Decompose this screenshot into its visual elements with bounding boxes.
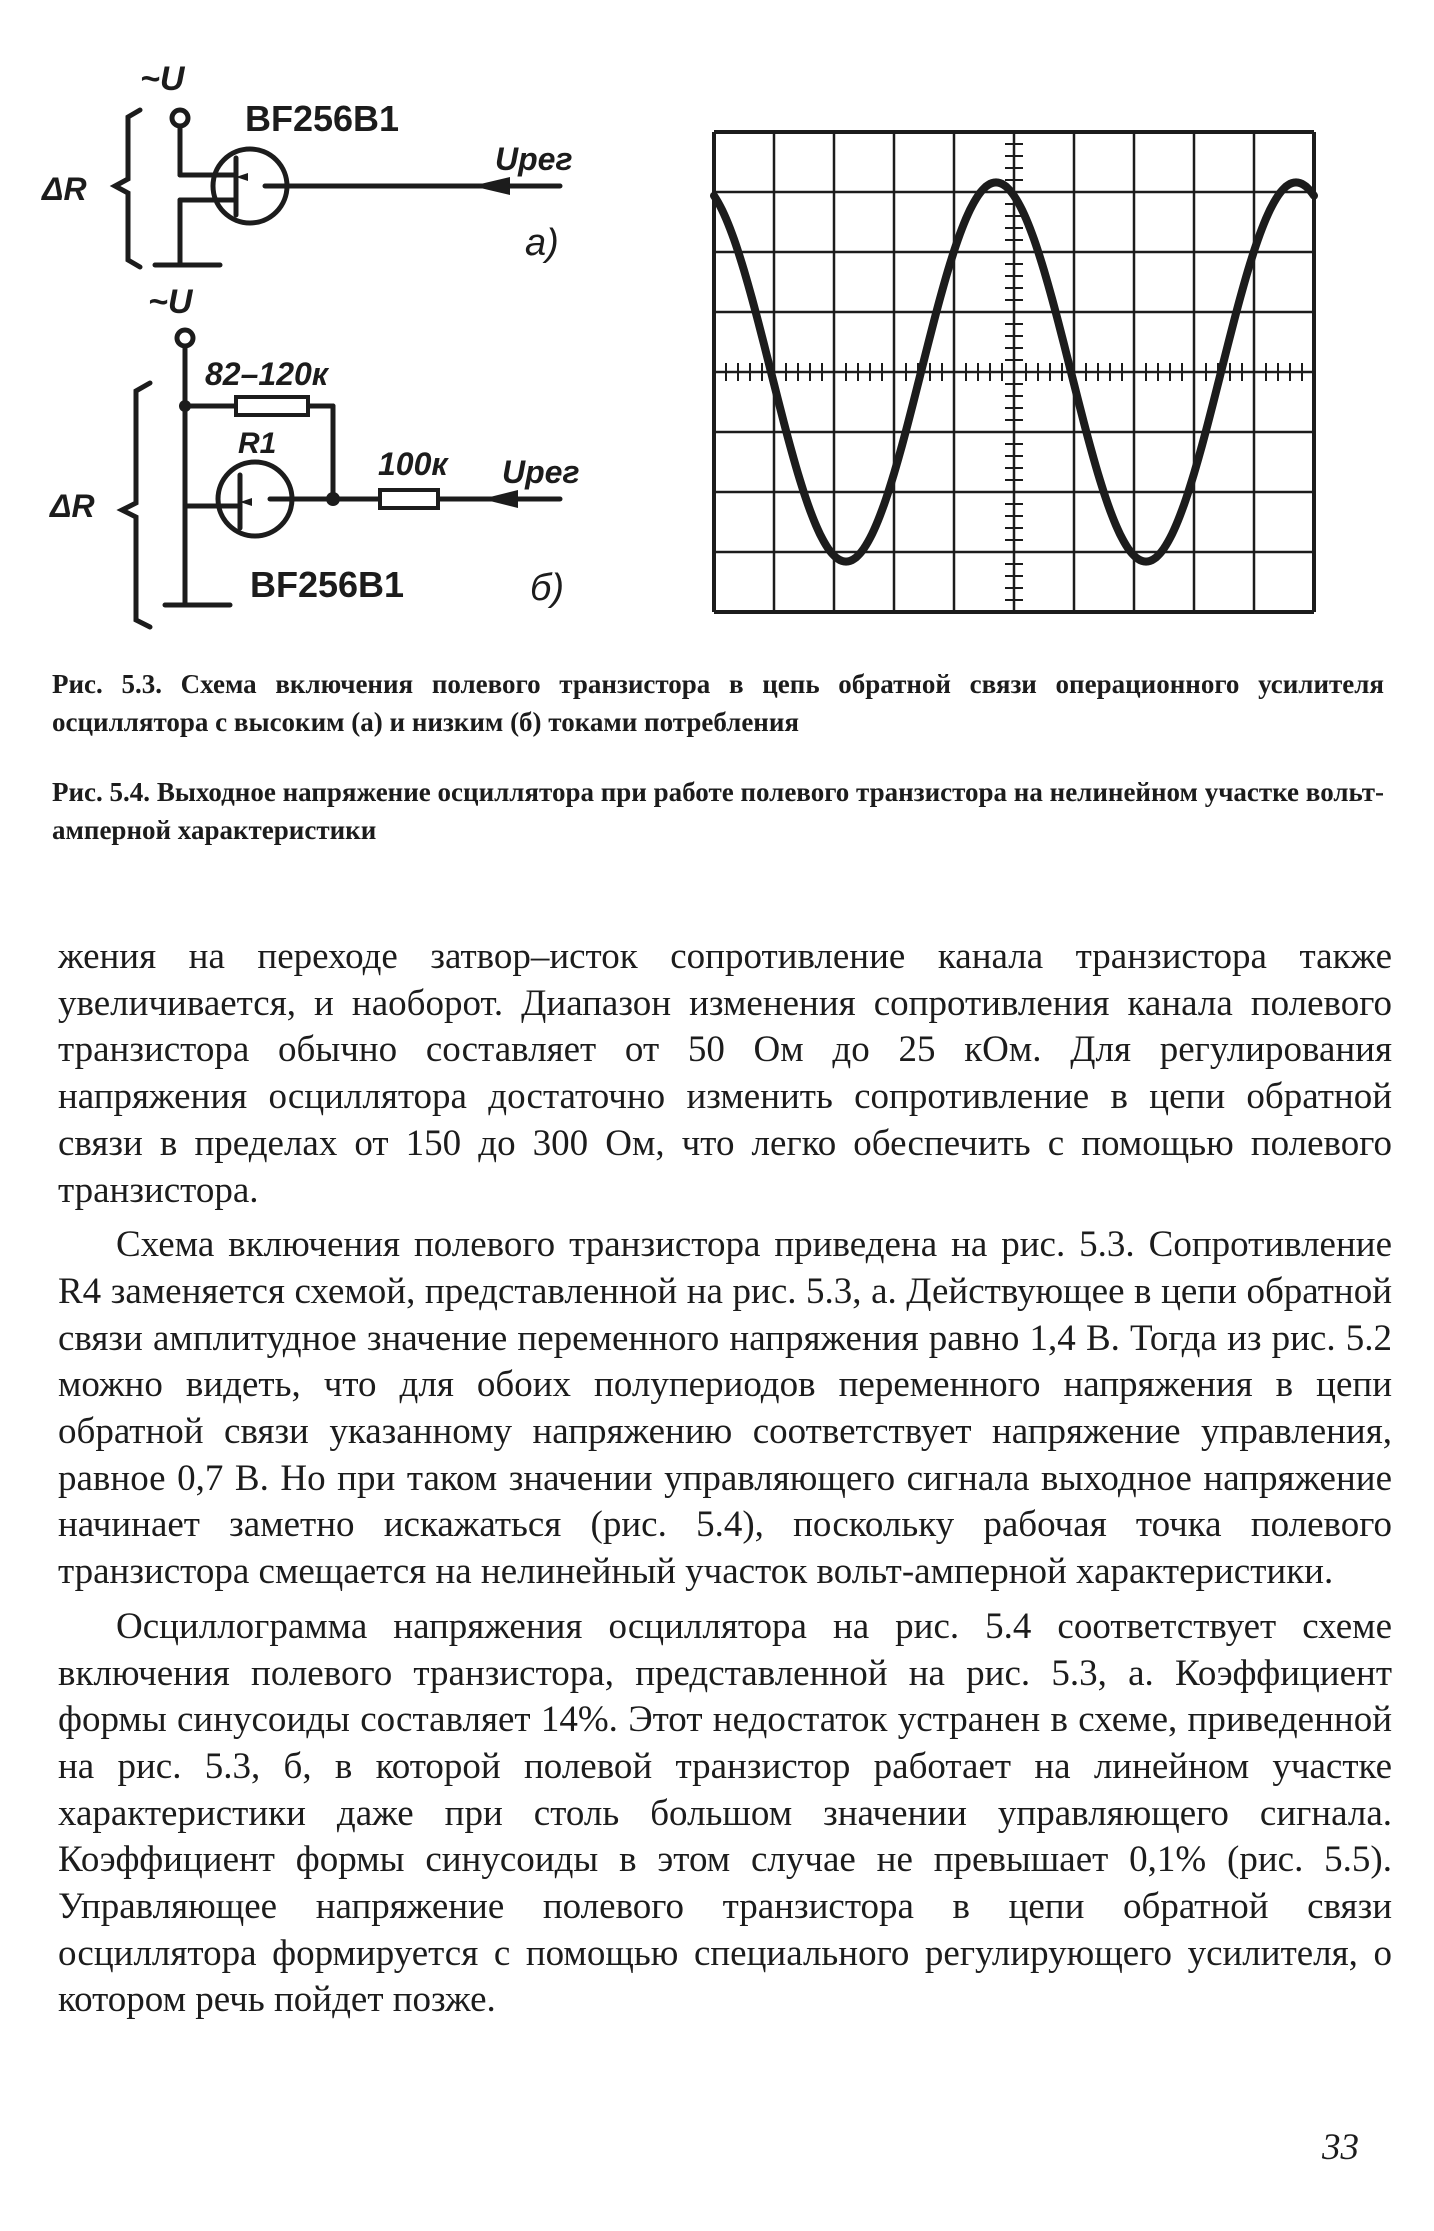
- transistor-label-a: BF256B1: [245, 98, 400, 139]
- control-voltage-label-a: Uрег: [495, 141, 573, 177]
- delta-r-label-a: ΔR: [42, 171, 87, 207]
- circuit-a-label: a): [525, 222, 559, 264]
- brace-a: [115, 110, 140, 267]
- control-voltage-label-b: Uрег: [502, 454, 580, 490]
- paragraph-3: Осциллограмма напряжения осциллятора на рис. 5.4 соответствует схеме включения полевого транзистора, представленной на рис. 5.3, а. Коэффициент формы синусоиды составляет 14%. Этот недостаток устранен в схеме, приведенной на рис. 5.3, б, в которой полевой транзистор работает на линейном участке характеристики даже при столь большом значении управляющего сигнала. Коэффициент формы синусоиды в этом случае не превышает 0,1% (рис. 5.5). Управляющее напряжение полевого транзистора в цепи обратной связи осциллятора формируется с помощью специального регулирующего усилителя, о котором речь пойдет позже.: [58, 1605, 1392, 2021]
- supply-label-b: ~U: [148, 283, 193, 321]
- transistor-label-b: BF256B1: [250, 564, 405, 605]
- figure-5-4-caption: Рис. 5.4. Выходное напряжение осциллятора при работе полевого транзистора на нелинейном участке вольт-амперной характеристики: [52, 777, 1384, 845]
- series-resistor-label: 100к: [378, 446, 448, 482]
- figure-5-4-oscillogram: [710, 128, 1320, 618]
- body-text: [58, 934, 1392, 2024]
- delta-r-label-b: ΔR: [50, 488, 95, 524]
- page-number: 33: [1322, 2127, 1359, 2168]
- supply-label-a: ~U: [140, 60, 185, 98]
- resistor-100k: [380, 490, 438, 508]
- circuit-b-label: б): [530, 567, 565, 609]
- control-arrow-a: [472, 177, 510, 195]
- brace-b: [122, 383, 150, 627]
- resistor-r1: [236, 397, 308, 415]
- figure-5-3-schematic: [40, 55, 600, 645]
- paragraph-2: Схема включения полевого транзистора приведена на рис. 5.3. Сопротивление R4 заменяется схемой, представленной на рис. 5.3, а. Действующее в цепи обратной связи амплитудное значение переменного напряжения равно 1,4 В. Тогда из рис. 5.2 можно видеть, что для обоих полупериодов переменного напряжения в цепи обратной связи указанному напряжению соответствует напряжение управления, равное 0,7 В. Но при таком значении управляющего сигнала выходное напряжение начинает заметно искажаться (рис. 5.4), поскольку рабочая точка полевого транзистора смещается на нелинейный участок вольт-амперной характеристики.: [58, 1224, 1392, 1593]
- control-arrow-b: [482, 490, 518, 508]
- junction-node: [326, 492, 340, 506]
- r1-name-label: R1: [238, 427, 277, 460]
- figure-5-3-caption: Рис. 5.3. Схема включения полевого транзистора в цепь обратной связи операционного усилителя осциллятора с высоким (а) и низким (б) токами потребления: [52, 669, 1384, 737]
- r1-value-label: 82–120к: [205, 356, 328, 392]
- paragraph-1: жения на переходе затвор–исток сопротивление канала транзистора также увеличивается, и наоборот. Диапазон изменения сопротивления канала полевого транзистора обычно составляет от 50 Ом до 25 кОм. Для регулирования напряжения осциллятора достаточно изменить сопротивление в цепи обратной связи в пределах от 150 до 300 Ом, что легко обеспечить с помощью полевого транзистора.: [58, 936, 1392, 1211]
